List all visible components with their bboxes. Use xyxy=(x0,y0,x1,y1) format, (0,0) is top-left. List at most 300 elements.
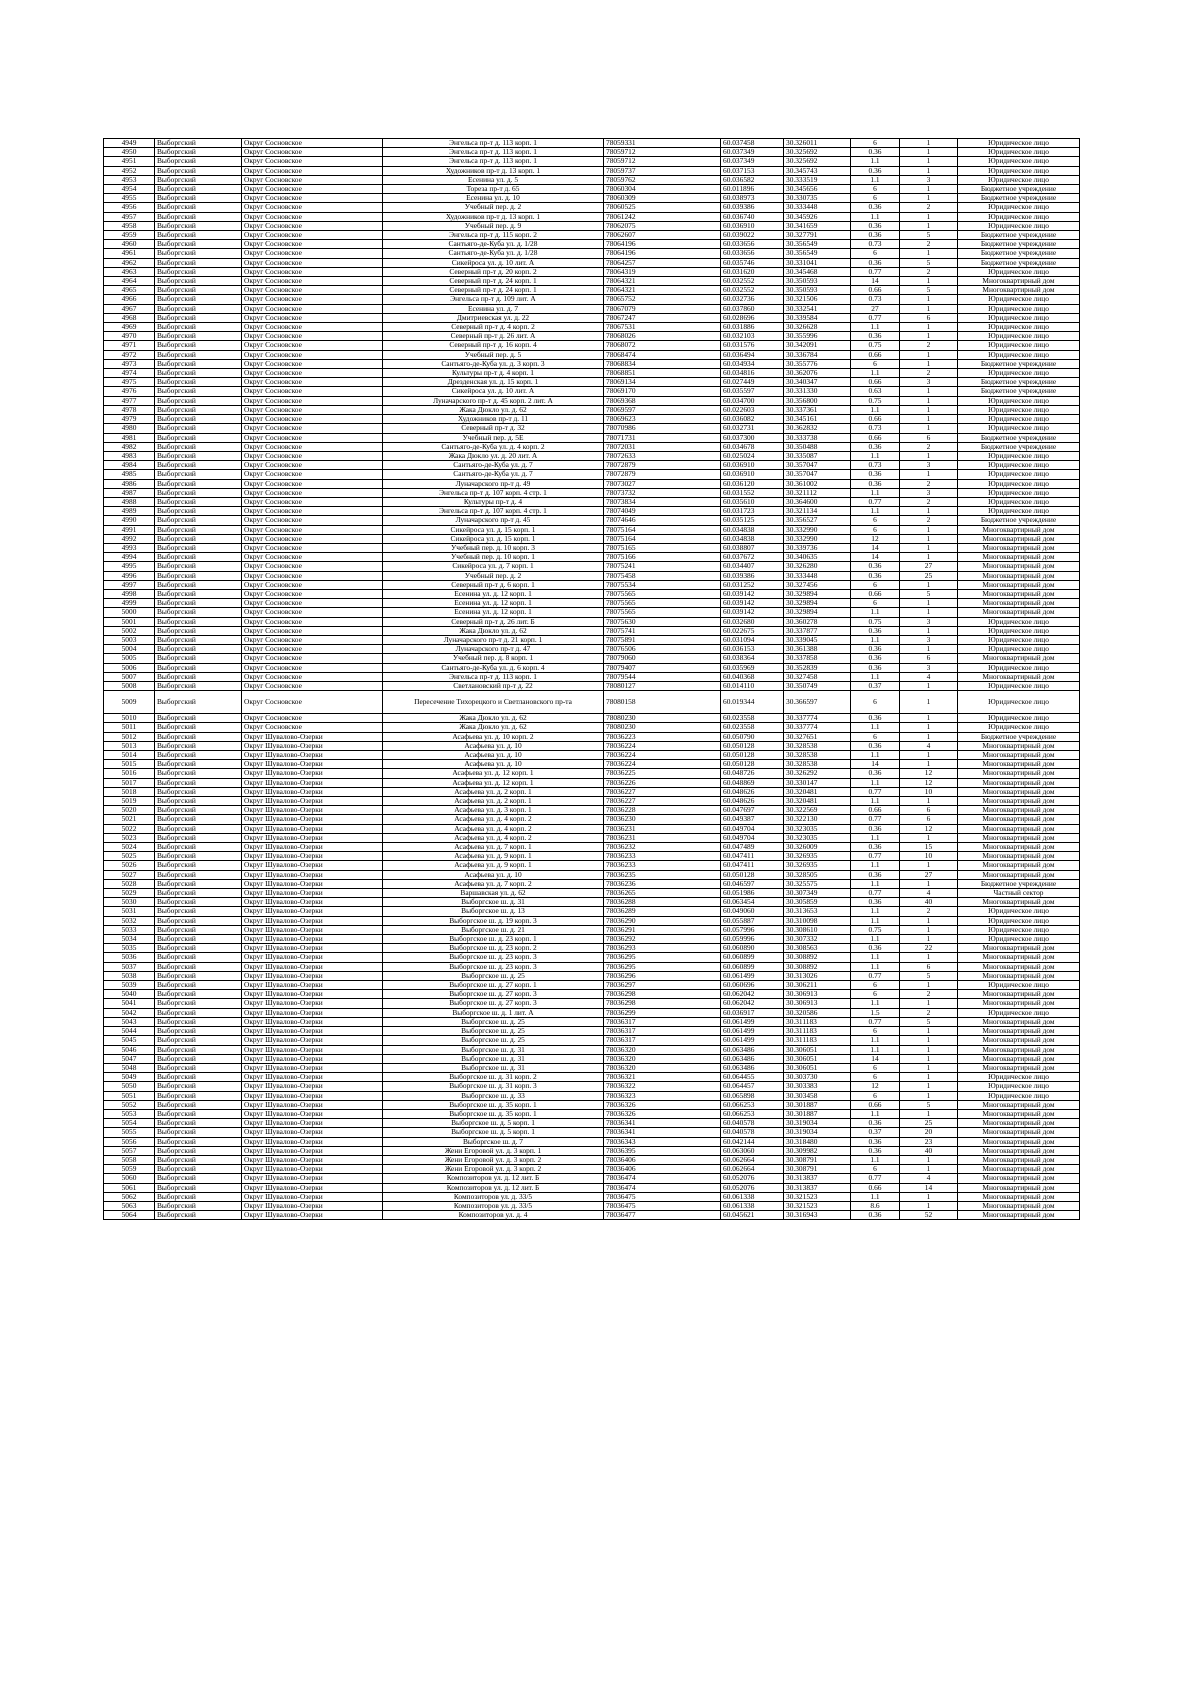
code-cell: 78068474 xyxy=(604,350,721,359)
volume-cell: 1.1 xyxy=(851,488,900,497)
count-cell: 1 xyxy=(900,1054,958,1063)
volume-cell: 0.77 xyxy=(851,1017,900,1026)
longitude-cell: 30.313837 xyxy=(784,1174,851,1183)
address-cell: Выборгское ш. д. 13 xyxy=(383,907,604,916)
address-cell: Сантьяго-де-Куба ул. д. 1/28 xyxy=(383,249,604,258)
okrug-cell: Округ Шувалово-Озерки xyxy=(242,1192,383,1201)
latitude-cell: 60.022675 xyxy=(721,626,784,635)
table-row xyxy=(104,378,1080,387)
okrug-cell: Округ Шувалово-Озерки xyxy=(242,778,383,787)
address-cell: Выборгское ш. д. 25 xyxy=(383,1017,604,1026)
longitude-cell: 30.352839 xyxy=(784,663,851,672)
volume-cell: 6 xyxy=(851,981,900,990)
table-row xyxy=(104,663,1080,672)
okrug-cell: Округ Сосновское xyxy=(242,442,383,451)
count-cell: 1 xyxy=(900,1063,958,1072)
table-row xyxy=(104,157,1080,166)
code-cell: 78036343 xyxy=(604,1137,721,1146)
volume-cell: 27 xyxy=(851,304,900,313)
table-row xyxy=(104,1073,1080,1082)
latitude-cell: 60.050128 xyxy=(721,741,784,750)
address-cell: Асафьева ул. д. 12 корп. 1 xyxy=(383,769,604,778)
object-type-cell: Многоквартирный дом xyxy=(958,1155,1080,1164)
volume-cell: 0.37 xyxy=(851,681,900,690)
row-number-cell: 4949 xyxy=(104,139,155,148)
row-number-cell: 5024 xyxy=(104,843,155,852)
count-cell: 4 xyxy=(900,1174,958,1183)
table-row xyxy=(104,516,1080,525)
longitude-cell: 30.356549 xyxy=(784,249,851,258)
longitude-cell: 30.308791 xyxy=(784,1165,851,1174)
code-cell: 78067079 xyxy=(604,304,721,313)
volume-cell: 0.36 xyxy=(851,571,900,580)
district-cell: Выборгский xyxy=(155,1082,242,1091)
okrug-cell: Округ Шувалово-Озерки xyxy=(242,815,383,824)
row-number-cell: 5018 xyxy=(104,787,155,796)
row-number-cell: 4955 xyxy=(104,194,155,203)
object-type-cell: Юридическое лицо xyxy=(958,157,1080,166)
district-cell: Выборгский xyxy=(155,525,242,534)
okrug-cell: Округ Шувалово-Озерки xyxy=(242,1119,383,1128)
row-number-cell: 5005 xyxy=(104,654,155,663)
okrug-cell: Округ Шувалово-Озерки xyxy=(242,999,383,1008)
address-cell: Сантьяго-де-Куба ул. д. 7 xyxy=(383,461,604,470)
row-number-cell: 4978 xyxy=(104,405,155,414)
address-cell: Пересечение Тихорецкого и Светлановского пр-та xyxy=(383,691,604,714)
table-body xyxy=(104,139,1080,1220)
latitude-cell: 60.049387 xyxy=(721,815,784,824)
okrug-cell: Округ Сосновское xyxy=(242,148,383,157)
district-cell: Выборгский xyxy=(155,175,242,184)
volume-cell: 1.1 xyxy=(851,405,900,414)
district-cell: Выборгский xyxy=(155,843,242,852)
address-cell: Асафьева ул. д. 9 корп. 1 xyxy=(383,861,604,870)
longitude-cell: 30.337858 xyxy=(784,654,851,663)
latitude-cell: 60.036082 xyxy=(721,415,784,424)
address-cell: Сикейроса ул. д. 15 корп. 1 xyxy=(383,525,604,534)
longitude-cell: 30.350488 xyxy=(784,442,851,451)
code-cell: 78036474 xyxy=(604,1183,721,1192)
longitude-cell: 30.361388 xyxy=(784,645,851,654)
volume-cell: 0.36 xyxy=(851,166,900,175)
okrug-cell: Округ Сосновское xyxy=(242,387,383,396)
row-number-cell: 5010 xyxy=(104,714,155,723)
count-cell: 1 xyxy=(900,1045,958,1054)
address-cell: Сантьяго-де-Куба ул. д. 4 корп. 2 xyxy=(383,442,604,451)
row-number-cell: 4973 xyxy=(104,359,155,368)
count-cell: 1 xyxy=(900,797,958,806)
object-type-cell: Бюджетное учреждение xyxy=(958,258,1080,267)
longitude-cell: 30.326280 xyxy=(784,562,851,571)
object-type-cell: Бюджетное учреждение xyxy=(958,185,1080,194)
volume-cell: 1.1 xyxy=(851,1109,900,1118)
latitude-cell: 60.014110 xyxy=(721,681,784,690)
latitude-cell: 60.039386 xyxy=(721,571,784,580)
code-cell: 78064257 xyxy=(604,258,721,267)
row-number-cell: 4954 xyxy=(104,185,155,194)
district-cell: Выборгский xyxy=(155,654,242,663)
address-cell: Асафьева ул. д. 4 корп. 2 xyxy=(383,815,604,824)
count-cell: 1 xyxy=(900,879,958,888)
object-type-cell: Многоквартирный дом xyxy=(958,1054,1080,1063)
table-row xyxy=(104,1008,1080,1017)
district-cell: Выборгский xyxy=(155,516,242,525)
address-cell: Композиторов ул. д. 12 лит. Б xyxy=(383,1183,604,1192)
table-row xyxy=(104,488,1080,497)
volume-cell: 0.75 xyxy=(851,396,900,405)
district-cell: Выборгский xyxy=(155,714,242,723)
object-type-cell: Многоквартирный дом xyxy=(958,953,1080,962)
volume-cell: 6 xyxy=(851,580,900,589)
count-cell: 40 xyxy=(900,898,958,907)
count-cell: 1 xyxy=(900,249,958,258)
address-cell: Светлановский пр-т д. 22 xyxy=(383,681,604,690)
count-cell: 1 xyxy=(900,1192,958,1201)
volume-cell: 0.66 xyxy=(851,378,900,387)
address-cell: Выборгское ш. д. 35 корп. 1 xyxy=(383,1100,604,1109)
object-type-cell: Бюджетное учреждение xyxy=(958,387,1080,396)
okrug-cell: Округ Сосновское xyxy=(242,166,383,175)
object-type-cell: Юридическое лицо xyxy=(958,313,1080,322)
latitude-cell: 60.062664 xyxy=(721,1165,784,1174)
code-cell: 78080230 xyxy=(604,723,721,732)
longitude-cell: 30.313837 xyxy=(784,1183,851,1192)
district-cell: Выборгский xyxy=(155,295,242,304)
address-cell: Сикейроса ул. д. 15 корп. 1 xyxy=(383,534,604,543)
object-type-cell: Многоквартирный дом xyxy=(958,815,1080,824)
table-row xyxy=(104,971,1080,980)
table-row xyxy=(104,405,1080,414)
longitude-cell: 30.345468 xyxy=(784,267,851,276)
okrug-cell: Округ Сосновское xyxy=(242,691,383,714)
district-cell: Выборгский xyxy=(155,332,242,341)
code-cell: 78036265 xyxy=(604,889,721,898)
table-row xyxy=(104,751,1080,760)
object-type-cell: Многоквартирный дом xyxy=(958,654,1080,663)
district-cell: Выборгский xyxy=(155,916,242,925)
count-cell: 1 xyxy=(900,608,958,617)
object-type-cell: Юридическое лицо xyxy=(958,470,1080,479)
okrug-cell: Округ Сосновское xyxy=(242,157,383,166)
table-row xyxy=(104,889,1080,898)
count-cell: 2 xyxy=(900,990,958,999)
district-cell: Выборгский xyxy=(155,1054,242,1063)
address-cell: Выборгское ш. д. 27 корп. 3 xyxy=(383,999,604,1008)
volume-cell: 0.66 xyxy=(851,415,900,424)
district-cell: Выборгский xyxy=(155,925,242,934)
row-number-cell: 5017 xyxy=(104,778,155,787)
table-row xyxy=(104,626,1080,635)
volume-cell: 6 xyxy=(851,194,900,203)
count-cell: 1 xyxy=(900,185,958,194)
table-row xyxy=(104,760,1080,769)
row-number-cell: 4996 xyxy=(104,571,155,580)
object-type-cell: Многоквартирный дом xyxy=(958,1036,1080,1045)
volume-cell: 0.36 xyxy=(851,470,900,479)
address-cell: Северный пр-т д. 24 корп. 1 xyxy=(383,286,604,295)
object-type-cell: Юридическое лицо xyxy=(958,396,1080,405)
code-cell: 78061242 xyxy=(604,212,721,221)
district-cell: Выборгский xyxy=(155,387,242,396)
latitude-cell: 60.060696 xyxy=(721,981,784,990)
table-row xyxy=(104,608,1080,617)
table-row xyxy=(104,185,1080,194)
table-row xyxy=(104,1192,1080,1201)
count-cell: 40 xyxy=(900,1146,958,1155)
longitude-cell: 30.303730 xyxy=(784,1073,851,1082)
table-row xyxy=(104,286,1080,295)
district-cell: Выборгский xyxy=(155,1091,242,1100)
latitude-cell: 60.066253 xyxy=(721,1109,784,1118)
district-cell: Выборгский xyxy=(155,672,242,681)
volume-cell: 0.36 xyxy=(851,203,900,212)
object-type-cell: Бюджетное учреждение xyxy=(958,442,1080,451)
count-cell: 1 xyxy=(900,387,958,396)
object-type-cell: Бюджетное учреждение xyxy=(958,433,1080,442)
object-type-cell: Юридическое лицо xyxy=(958,139,1080,148)
object-type-cell: Юридическое лицо xyxy=(958,497,1080,506)
code-cell: 78036290 xyxy=(604,916,721,925)
count-cell: 1 xyxy=(900,350,958,359)
volume-cell: 0.36 xyxy=(851,944,900,953)
count-cell: 1 xyxy=(900,451,958,460)
address-cell: Выборгское ш. д. 25 xyxy=(383,1027,604,1036)
address-cell: Энгельса пр-т д. 115 корп. 2 xyxy=(383,231,604,240)
district-cell: Выборгский xyxy=(155,663,242,672)
longitude-cell: 30.326292 xyxy=(784,769,851,778)
row-number-cell: 5044 xyxy=(104,1027,155,1036)
volume-cell: 0.66 xyxy=(851,350,900,359)
row-number-cell: 4962 xyxy=(104,258,155,267)
volume-cell: 6 xyxy=(851,990,900,999)
longitude-cell: 30.327791 xyxy=(784,231,851,240)
volume-cell: 0.36 xyxy=(851,654,900,663)
volume-cell: 0.36 xyxy=(851,769,900,778)
table-row xyxy=(104,479,1080,488)
address-cell: Асафьева ул. д. 4 корп. 2 xyxy=(383,833,604,842)
address-cell: Выборгское ш. д. 27 корп. 3 xyxy=(383,990,604,999)
row-number-cell: 4992 xyxy=(104,534,155,543)
code-cell: 78075164 xyxy=(604,525,721,534)
longitude-cell: 30.335087 xyxy=(784,451,851,460)
table-row xyxy=(104,571,1080,580)
district-cell: Выборгский xyxy=(155,589,242,598)
longitude-cell: 30.341659 xyxy=(784,221,851,230)
district-cell: Выборгский xyxy=(155,286,242,295)
okrug-cell: Округ Шувалово-Озерки xyxy=(242,1165,383,1174)
code-cell: 78075166 xyxy=(604,553,721,562)
okrug-cell: Округ Сосновское xyxy=(242,433,383,442)
code-cell: 78070986 xyxy=(604,424,721,433)
table-row xyxy=(104,599,1080,608)
object-type-cell: Многоквартирный дом xyxy=(958,599,1080,608)
okrug-cell: Округ Сосновское xyxy=(242,295,383,304)
district-cell: Выборгский xyxy=(155,433,242,442)
district-cell: Выборгский xyxy=(155,304,242,313)
row-number-cell: 4975 xyxy=(104,378,155,387)
district-cell: Выборгский xyxy=(155,681,242,690)
address-cell: Учебный пер. д. 2 xyxy=(383,203,604,212)
volume-cell: 6 xyxy=(851,1165,900,1174)
latitude-cell: 60.049060 xyxy=(721,907,784,916)
okrug-cell: Округ Шувалово-Озерки xyxy=(242,925,383,934)
table-row xyxy=(104,221,1080,230)
okrug-cell: Округ Шувалово-Озерки xyxy=(242,806,383,815)
latitude-cell: 60.040368 xyxy=(721,672,784,681)
latitude-cell: 60.050128 xyxy=(721,760,784,769)
table-row xyxy=(104,824,1080,833)
okrug-cell: Округ Шувалово-Озерки xyxy=(242,1109,383,1118)
object-type-cell: Юридическое лицо xyxy=(958,405,1080,414)
row-number-cell: 4952 xyxy=(104,166,155,175)
address-cell: Выборгское ш. д. 31 xyxy=(383,898,604,907)
latitude-cell: 60.061499 xyxy=(721,1036,784,1045)
row-number-cell: 5012 xyxy=(104,732,155,741)
district-cell: Выборгский xyxy=(155,981,242,990)
longitude-cell: 30.307349 xyxy=(784,889,851,898)
table-row xyxy=(104,231,1080,240)
row-number-cell: 5009 xyxy=(104,691,155,714)
object-type-cell: Бюджетное учреждение xyxy=(958,249,1080,258)
table-row xyxy=(104,1174,1080,1183)
code-cell: 78075565 xyxy=(604,608,721,617)
count-cell: 1 xyxy=(900,916,958,925)
table-row xyxy=(104,953,1080,962)
latitude-cell: 60.034838 xyxy=(721,534,784,543)
code-cell: 78036475 xyxy=(604,1201,721,1210)
okrug-cell: Округ Шувалово-Озерки xyxy=(242,1146,383,1155)
okrug-cell: Округ Шувалово-Озерки xyxy=(242,981,383,990)
address-cell: Сикейроса ул. д. 10 лит. А xyxy=(383,258,604,267)
table-row xyxy=(104,461,1080,470)
count-cell: 2 xyxy=(900,442,958,451)
row-number-cell: 4993 xyxy=(104,543,155,552)
row-number-cell: 5046 xyxy=(104,1045,155,1054)
row-number-cell: 5033 xyxy=(104,925,155,934)
count-cell: 1 xyxy=(900,953,958,962)
longitude-cell: 30.328538 xyxy=(784,741,851,750)
row-number-cell: 4977 xyxy=(104,396,155,405)
district-cell: Выборгский xyxy=(155,1155,242,1164)
address-cell: Энгельса пр-т д. 113 корп. 1 xyxy=(383,148,604,157)
row-number-cell: 5008 xyxy=(104,681,155,690)
longitude-cell: 30.328505 xyxy=(784,870,851,879)
latitude-cell: 60.011896 xyxy=(721,185,784,194)
count-cell: 1 xyxy=(900,166,958,175)
row-number-cell: 4963 xyxy=(104,267,155,276)
volume-cell: 1.1 xyxy=(851,323,900,332)
count-cell: 15 xyxy=(900,843,958,852)
row-number-cell: 5055 xyxy=(104,1128,155,1137)
address-cell: Сикейроса ул. д. 7 корп. 1 xyxy=(383,562,604,571)
okrug-cell: Округ Шувалово-Озерки xyxy=(242,861,383,870)
count-cell: 1 xyxy=(900,935,958,944)
table-row xyxy=(104,332,1080,341)
row-number-cell: 5061 xyxy=(104,1183,155,1192)
volume-cell: 0.36 xyxy=(851,1211,900,1220)
code-cell: 78067531 xyxy=(604,323,721,332)
latitude-cell: 60.063486 xyxy=(721,1045,784,1054)
latitude-cell: 60.035746 xyxy=(721,258,784,267)
address-cell: Композиторов ул. д. 12 лит. Б xyxy=(383,1174,604,1183)
row-number-cell: 5004 xyxy=(104,645,155,654)
okrug-cell: Округ Сосновское xyxy=(242,645,383,654)
address-cell: Асафьева ул. д. 7 корп. 1 xyxy=(383,843,604,852)
okrug-cell: Округ Сосновское xyxy=(242,258,383,267)
okrug-cell: Округ Сосновское xyxy=(242,516,383,525)
address-cell: Жака Дюкло ул. д. 62 xyxy=(383,723,604,732)
okrug-cell: Округ Сосновское xyxy=(242,635,383,644)
longitude-cell: 30.337361 xyxy=(784,405,851,414)
object-type-cell: Многоквартирный дом xyxy=(958,999,1080,1008)
district-cell: Выборгский xyxy=(155,1100,242,1109)
address-cell: Есенина ул. д. 12 корп. 1 xyxy=(383,589,604,598)
okrug-cell: Округ Сосновское xyxy=(242,332,383,341)
latitude-cell: 60.034700 xyxy=(721,396,784,405)
district-cell: Выборгский xyxy=(155,369,242,378)
code-cell: 78079060 xyxy=(604,654,721,663)
row-number-cell: 5000 xyxy=(104,608,155,617)
count-cell: 1 xyxy=(900,732,958,741)
table-row xyxy=(104,999,1080,1008)
code-cell: 78036230 xyxy=(604,815,721,824)
okrug-cell: Округ Сосновское xyxy=(242,589,383,598)
code-cell: 78071731 xyxy=(604,433,721,442)
address-cell: Композиторов ул. д. 4 xyxy=(383,1211,604,1220)
row-number-cell: 4979 xyxy=(104,415,155,424)
row-number-cell: 4964 xyxy=(104,277,155,286)
volume-cell: 1.1 xyxy=(851,157,900,166)
code-cell: 78036289 xyxy=(604,907,721,916)
okrug-cell: Округ Шувалово-Озерки xyxy=(242,1100,383,1109)
latitude-cell: 60.052076 xyxy=(721,1174,784,1183)
volume-cell: 0.36 xyxy=(851,663,900,672)
longitude-cell: 30.328538 xyxy=(784,751,851,760)
row-number-cell: 5042 xyxy=(104,1008,155,1017)
address-cell: Асафьева ул. д. 2 корп. 1 xyxy=(383,787,604,796)
code-cell: 78079544 xyxy=(604,672,721,681)
okrug-cell: Округ Сосновское xyxy=(242,405,383,414)
table-row xyxy=(104,672,1080,681)
address-cell: Есенина ул. д. 12 корп. 1 xyxy=(383,599,604,608)
table-row xyxy=(104,1137,1080,1146)
row-number-cell: 4957 xyxy=(104,212,155,221)
code-cell: 78075565 xyxy=(604,589,721,598)
okrug-cell: Округ Сосновское xyxy=(242,231,383,240)
address-cell: Дрезденская ул. д. 15 корп. 1 xyxy=(383,378,604,387)
volume-cell: 1.5 xyxy=(851,1008,900,1017)
row-number-cell: 5036 xyxy=(104,953,155,962)
table-row xyxy=(104,645,1080,654)
okrug-cell: Округ Шувалово-Озерки xyxy=(242,898,383,907)
okrug-cell: Округ Шувалово-Озерки xyxy=(242,1174,383,1183)
volume-cell: 1.1 xyxy=(851,672,900,681)
object-type-cell: Многоквартирный дом xyxy=(958,589,1080,598)
object-type-cell: Многоквартирный дом xyxy=(958,898,1080,907)
district-cell: Выборгский xyxy=(155,953,242,962)
address-cell: Выборгское ш. д. 21 xyxy=(383,925,604,934)
row-number-cell: 5027 xyxy=(104,870,155,879)
row-number-cell: 5060 xyxy=(104,1174,155,1183)
longitude-cell: 30.323035 xyxy=(784,824,851,833)
latitude-cell: 60.050790 xyxy=(721,732,784,741)
object-type-cell: Многоквартирный дом xyxy=(958,741,1080,750)
table-row xyxy=(104,1036,1080,1045)
volume-cell: 1.1 xyxy=(851,1192,900,1201)
longitude-cell: 30.306051 xyxy=(784,1054,851,1063)
object-type-cell: Многоквартирный дом xyxy=(958,1100,1080,1109)
row-number-cell: 5016 xyxy=(104,769,155,778)
